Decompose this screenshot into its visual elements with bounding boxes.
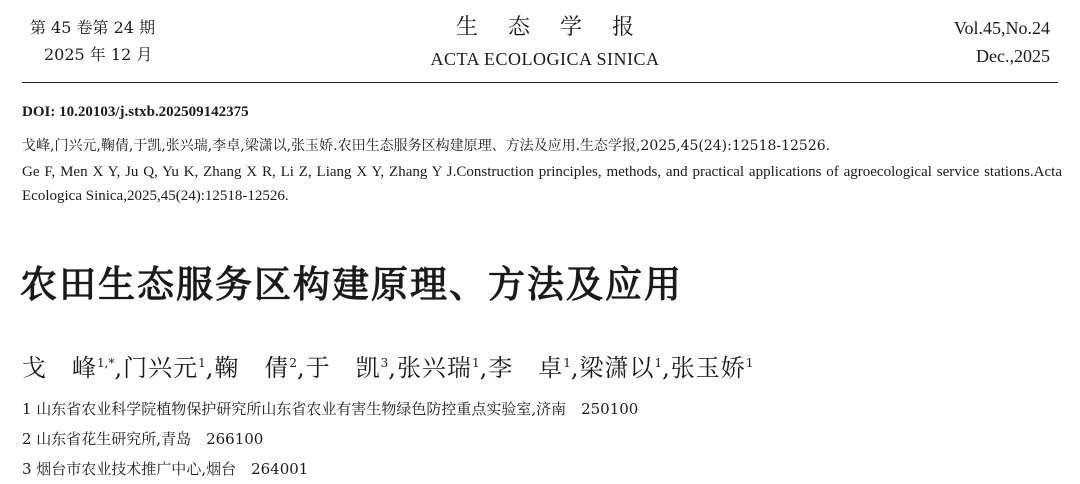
author-name: 鞠 倩 [214, 354, 290, 382]
volume-issue-en: Vol.45,No.24 [953, 18, 1050, 38]
date-cn: 2025 年 12 月 [44, 45, 153, 64]
header-left [30, 14, 230, 68]
journal-name-cn: 生态学报 [455, 15, 664, 40]
author-affiliation-mark: 1 [745, 356, 754, 370]
author-name: 门兴元 [123, 354, 199, 382]
volume-issue-cn: 第 45 卷第 24 期 [30, 18, 156, 37]
doi[interactable]: DOI: 10.20103/j.stxb.202509142375 [22, 104, 249, 120]
author-name: 梁潇以 [579, 354, 655, 382]
author-name: 于 凯 [305, 354, 381, 382]
author-affiliation-mark: 3 [380, 356, 389, 370]
author-name: 李 卓 [488, 354, 564, 382]
affiliation-item: 2 山东省花生研究所,青岛 266100 [22, 430, 264, 448]
date-en: Dec.,2025 [976, 46, 1050, 66]
author-affiliation-mark: 1 [198, 356, 206, 370]
author [397, 354, 480, 382]
citation-en: Ge F, Men X Y, Ju Q, Yu K, Zhang X R, Li Z, Liang X Y, Zhang Y J.Construction principles, methods, and practical applications of agroecological service stations.Acta Ecologica Sinica,2025,45(24):12518-12526. [22, 164, 1062, 204]
journal-masthead [380, 14, 710, 72]
author-affiliation-mark: 1 [654, 356, 663, 370]
affiliations [22, 394, 638, 484]
author [22, 354, 114, 382]
author-affiliation-mark: 1 [563, 356, 571, 370]
author [580, 354, 663, 382]
header-rule [22, 82, 1058, 83]
affiliation-item: 1 山东省农业科学院植物保护研究所山东省农业有害生物绿色防控重点实验室,济南 250100 [22, 400, 639, 418]
author-affiliation-mark: 1 [471, 356, 480, 370]
author-name: 张兴瑞 [396, 354, 472, 382]
article-title: 农田生态服务区构建原理、方法及应用 [20, 263, 683, 306]
author [488, 354, 571, 382]
journal-name-en: ACTA ECOLOGICA SINICA [430, 49, 660, 69]
citation-cn: 戈峰,门兴元,鞠倩,于凯,张兴瑞,李卓,梁潇以,张玉娇.农田生态服务区构建原理、方法及应用.生态学报,2025,45(24):12518-12526. [22, 138, 831, 154]
author [671, 354, 754, 382]
author [214, 354, 297, 382]
author-name: 戈 峰 [22, 354, 97, 382]
header-right [850, 14, 1050, 70]
affiliation-item: 3 烟台市农业技术推广中心,烟台 264001 [22, 460, 309, 478]
author-list: 戈 峰$^{1,*}$,门兴元$^1$,鞠 倩$^2$,于 凯$^3$,张兴瑞$^1$,李 卓$^1$,梁潇以$^1$,张玉娇$^1$ [22, 354, 754, 382]
author-affiliation-mark: 2 [289, 356, 298, 370]
author [123, 354, 206, 382]
author-name: 张玉娇 [670, 354, 746, 382]
author [306, 354, 389, 382]
author-affiliation-mark: 1,* [97, 356, 115, 370]
